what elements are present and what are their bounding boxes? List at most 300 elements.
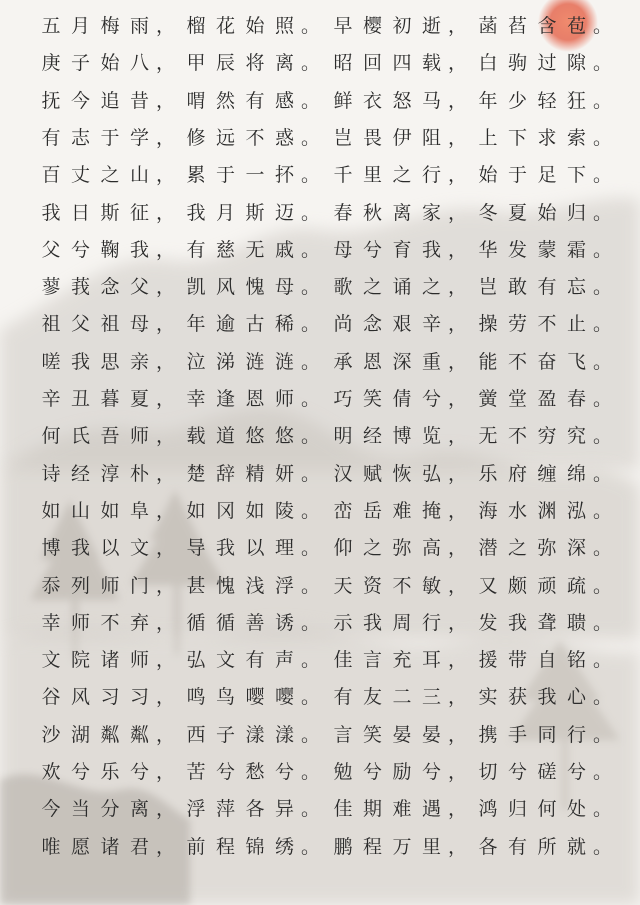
punctuation-mark: ， xyxy=(156,537,176,560)
poem-character: 鲜 xyxy=(333,89,353,112)
poem-character: 顽 xyxy=(537,574,557,597)
poem-character: 志 xyxy=(70,126,90,149)
poem-character: 足 xyxy=(537,164,557,187)
punctuation-mark: 。 xyxy=(301,462,321,485)
poem-character: 水 xyxy=(507,499,527,522)
poem-character: 览 xyxy=(421,425,441,448)
poem-character: 嘤 xyxy=(245,686,265,709)
poem-character: 恩 xyxy=(245,388,265,410)
poem-character: 过 xyxy=(537,52,557,75)
poem-character: 道 xyxy=(215,425,235,448)
poem-character: 又 xyxy=(478,574,498,597)
poem-character: 缠 xyxy=(537,462,557,485)
poem-character: 涟 xyxy=(274,350,294,373)
poem-character: 发 xyxy=(478,611,498,634)
poem-character: 善 xyxy=(245,611,265,634)
punctuation-mark: ， xyxy=(448,15,468,37)
poem-character: 弥 xyxy=(537,537,557,560)
punctuation-mark: 。 xyxy=(301,574,321,597)
poem-character: 伊 xyxy=(392,126,412,149)
poem-character: 亲 xyxy=(129,350,149,373)
poem-character: 远 xyxy=(215,126,235,149)
poem-character: 之 xyxy=(100,164,120,187)
poem-character: 渊 xyxy=(537,499,557,522)
poem-character: 励 xyxy=(392,761,412,783)
poem-character: 稀 xyxy=(274,313,294,336)
poem-character: 嘤 xyxy=(274,686,294,709)
punctuation-mark: ， xyxy=(156,649,176,672)
poem-character: 月 xyxy=(70,15,90,37)
poem-character: 辛 xyxy=(421,313,441,336)
poem-character: 苦 xyxy=(186,761,206,783)
poem-character: 衣 xyxy=(362,89,382,112)
poem-character: 佳 xyxy=(333,649,353,672)
poem-character: 兮 xyxy=(507,761,527,783)
poem-line xyxy=(0,682,640,712)
poem-character: 丑 xyxy=(70,388,90,410)
punctuation-mark: ， xyxy=(156,238,176,261)
poem-character: 周 xyxy=(392,611,412,634)
punctuation-mark: ， xyxy=(156,388,176,410)
poem-character: 有 xyxy=(245,649,265,672)
punctuation-mark: ， xyxy=(156,761,176,783)
poem-character: 何 xyxy=(41,425,61,448)
punctuation-mark: 。 xyxy=(593,388,613,410)
poem-line xyxy=(0,757,640,787)
punctuation-mark: 。 xyxy=(593,313,613,336)
poem-character: 充 xyxy=(392,649,412,672)
poem-character: 里 xyxy=(362,164,382,187)
poem-character: 资 xyxy=(362,574,382,597)
poem-character: 兮 xyxy=(129,761,149,783)
poem-character: 疏 xyxy=(566,574,586,597)
poem-character: 如 xyxy=(186,499,206,522)
poem-character: 友 xyxy=(362,686,382,709)
poem-character: 兮 xyxy=(70,761,90,783)
poem-character: 我 xyxy=(129,238,149,261)
punctuation-mark: ， xyxy=(448,276,468,299)
poem-line xyxy=(0,608,640,638)
punctuation-mark: 。 xyxy=(593,52,613,75)
poem-character: 萍 xyxy=(215,798,235,821)
punctuation-mark: 。 xyxy=(593,761,613,783)
poem-line xyxy=(0,720,640,750)
poem-character: 飞 xyxy=(566,350,586,373)
poem-character: 始 xyxy=(100,52,120,75)
punctuation-mark: 。 xyxy=(301,313,321,336)
poem-character: 轻 xyxy=(537,89,557,112)
poem-character: 日 xyxy=(70,201,90,224)
poem-character: 嗟 xyxy=(41,350,61,373)
poem-character: 导 xyxy=(186,537,206,560)
poem-character: 菡 xyxy=(478,15,498,37)
poem-character: 我 xyxy=(70,350,90,373)
punctuation-mark: ， xyxy=(156,462,176,485)
poem-line xyxy=(0,384,640,414)
poem-character: 马 xyxy=(421,89,441,112)
poem-character: 妍 xyxy=(274,462,294,485)
poem-character: 绵 xyxy=(566,462,586,485)
punctuation-mark: ， xyxy=(448,723,468,746)
poem-character: 愿 xyxy=(70,835,90,858)
poem-character: 上 xyxy=(478,126,498,149)
poem-line xyxy=(0,794,640,824)
poem-character: 鹏 xyxy=(333,835,353,858)
poem-character: 门 xyxy=(129,574,149,597)
poem-character: 诵 xyxy=(392,276,412,299)
punctuation-mark: ， xyxy=(448,238,468,261)
poem-character: 辞 xyxy=(215,462,235,485)
poem-character: 有 xyxy=(507,835,527,858)
poem-character: 不 xyxy=(507,425,527,448)
poem-character: 一 xyxy=(245,164,265,187)
punctuation-mark: 。 xyxy=(301,611,321,634)
poem-character: 之 xyxy=(392,164,412,187)
punctuation-mark: ， xyxy=(156,425,176,448)
poem-character: 浅 xyxy=(245,574,265,597)
poem-character: 承 xyxy=(333,350,353,373)
poem-character: 我 xyxy=(507,611,527,634)
poem-character: 母 xyxy=(333,238,353,261)
poem-character: 阻 xyxy=(421,126,441,149)
poem-character: 盈 xyxy=(537,388,557,410)
poem-character: 师 xyxy=(129,649,149,672)
poem-character: 诗 xyxy=(41,462,61,485)
poem-character: 祖 xyxy=(41,313,61,336)
poem-character: 将 xyxy=(245,52,265,75)
poem-character: 朴 xyxy=(129,462,149,485)
poem-character: 巧 xyxy=(333,388,353,410)
poem-character: 如 xyxy=(245,499,265,522)
poem-character: 经 xyxy=(70,462,90,485)
poem-character: 今 xyxy=(70,89,90,112)
poem-character: 狂 xyxy=(566,89,586,112)
poem-character: 佳 xyxy=(333,798,353,821)
poem-character: 泣 xyxy=(186,350,206,373)
poem-character: 迈 xyxy=(274,201,294,224)
poem-character: 丈 xyxy=(70,164,90,187)
poem-character: 千 xyxy=(333,164,353,187)
poem-character: 四 xyxy=(392,52,412,75)
poem-character: 有 xyxy=(537,276,557,299)
poem-character: 母 xyxy=(129,313,149,336)
punctuation-mark: 。 xyxy=(593,462,613,485)
poem-character: 不 xyxy=(100,611,120,634)
poem-character: 氏 xyxy=(70,425,90,448)
poem-character: 循 xyxy=(215,611,235,634)
poem-character: 天 xyxy=(333,574,353,597)
poem-character: 山 xyxy=(70,499,90,522)
poem-character: 我 xyxy=(362,611,382,634)
poem-character: 归 xyxy=(566,201,586,224)
poem-character: 归 xyxy=(507,798,527,821)
poem-character: 分 xyxy=(100,798,120,821)
poem-character: 漾 xyxy=(245,723,265,746)
poem-character: 蓼 xyxy=(41,276,61,299)
punctuation-mark: ， xyxy=(448,388,468,410)
punctuation-mark: 。 xyxy=(301,15,321,37)
punctuation-mark: 。 xyxy=(593,238,613,261)
punctuation-mark: ， xyxy=(448,52,468,75)
poem-character: 暮 xyxy=(100,388,120,410)
poem-character: 子 xyxy=(70,52,90,75)
poem-character: 敏 xyxy=(421,574,441,597)
poem-character: 诱 xyxy=(274,611,294,634)
poem-character: 兮 xyxy=(215,761,235,783)
poem-character: 于 xyxy=(507,164,527,187)
poem-character: 深 xyxy=(566,537,586,560)
poem-character: 程 xyxy=(215,835,235,858)
poem-character: 难 xyxy=(392,499,412,522)
poem-character: 修 xyxy=(186,126,206,149)
poem-character: 弥 xyxy=(392,537,412,560)
poem-character: 示 xyxy=(333,611,353,634)
punctuation-mark: 。 xyxy=(593,425,613,448)
poem-character: 愧 xyxy=(215,574,235,597)
poem-character: 有 xyxy=(186,238,206,261)
poem-character: 兮 xyxy=(566,761,586,783)
poem-line xyxy=(0,459,640,489)
poem-character: 陵 xyxy=(274,499,294,522)
punctuation-mark: 。 xyxy=(301,164,321,187)
punctuation-mark: 。 xyxy=(301,52,321,75)
punctuation-mark: ， xyxy=(156,574,176,597)
poem-character: 梅 xyxy=(100,15,120,37)
poem-character: 隙 xyxy=(566,52,586,75)
poem-character: 磋 xyxy=(537,761,557,783)
punctuation-mark: ， xyxy=(448,574,468,597)
poem-character: 仰 xyxy=(333,537,353,560)
poem-character: 院 xyxy=(70,649,90,672)
punctuation-mark: ， xyxy=(156,89,176,112)
poem-character: 带 xyxy=(507,649,527,672)
poem-character: 楚 xyxy=(186,462,206,485)
poem-character: 昔 xyxy=(129,89,149,112)
poem-character: 涕 xyxy=(215,350,235,373)
poem-character: 习 xyxy=(100,686,120,709)
poem-character: 家 xyxy=(421,201,441,224)
poem-character: 以 xyxy=(100,537,120,560)
poem-character: 列 xyxy=(70,574,90,597)
poem-character: 笑 xyxy=(362,723,382,746)
poem-character: 征 xyxy=(129,201,149,224)
poem-character: 如 xyxy=(41,499,61,522)
poem-character: 同 xyxy=(537,723,557,746)
poem-line xyxy=(0,421,640,451)
poem-character: 始 xyxy=(537,201,557,224)
punctuation-mark: 。 xyxy=(301,499,321,522)
poem-character: 歌 xyxy=(333,276,353,299)
poem-character: 有 xyxy=(41,126,61,149)
poem-character: 习 xyxy=(129,686,149,709)
punctuation-mark: ， xyxy=(156,313,176,336)
poem-character: 各 xyxy=(478,835,498,858)
poem-line xyxy=(0,272,640,302)
poem-character: 晏 xyxy=(392,723,412,746)
poem-character: 遇 xyxy=(421,798,441,821)
poem-character: 古 xyxy=(245,313,265,336)
poem-character: 始 xyxy=(478,164,498,187)
punctuation-mark: 。 xyxy=(593,574,613,597)
poem-character: 粼 xyxy=(100,723,120,746)
poem-character: 风 xyxy=(70,686,90,709)
poem-character: 师 xyxy=(100,574,120,597)
punctuation-mark: 。 xyxy=(301,425,321,448)
poem-character: 自 xyxy=(537,649,557,672)
punctuation-mark: 。 xyxy=(301,723,321,746)
poem-character: 手 xyxy=(507,723,527,746)
poem-character: 各 xyxy=(245,798,265,821)
poem-character: 八 xyxy=(129,52,149,75)
poem-character: 实 xyxy=(478,686,498,709)
poem-character: 离 xyxy=(392,201,412,224)
poem-character: 畏 xyxy=(362,126,382,149)
poem-character: 止 xyxy=(566,313,586,336)
poem-character: 幸 xyxy=(186,388,206,410)
punctuation-mark: 。 xyxy=(593,649,613,672)
poem-character: 乐 xyxy=(100,761,120,783)
poem-character: 育 xyxy=(392,238,412,261)
poem-character: 母 xyxy=(274,276,294,299)
poem-character: 思 xyxy=(100,350,120,373)
poem-character: 峦 xyxy=(333,499,353,522)
poem-character: 下 xyxy=(507,126,527,149)
poem-character: 黉 xyxy=(478,388,498,410)
poem-character: 携 xyxy=(478,723,498,746)
poem-character: 唯 xyxy=(41,835,61,858)
punctuation-mark: 。 xyxy=(301,835,321,858)
poem-character: 二 xyxy=(392,686,412,709)
poem-character: 兮 xyxy=(70,238,90,261)
poem-character: 西 xyxy=(186,723,206,746)
poem-character: 驹 xyxy=(507,52,527,75)
poem-character: 诸 xyxy=(100,649,120,672)
punctuation-mark: 。 xyxy=(593,798,613,821)
poem-character: 抔 xyxy=(274,164,294,187)
poem-character: 三 xyxy=(421,686,441,709)
poem-character: 早 xyxy=(333,15,353,37)
poem-line xyxy=(0,86,640,116)
poem-character: 我 xyxy=(70,537,90,560)
poem-character: 不 xyxy=(392,574,412,597)
poem-character: 蒙 xyxy=(537,238,557,261)
punctuation-mark: ， xyxy=(156,835,176,858)
poem-character: 博 xyxy=(392,425,412,448)
poem-character: 忘 xyxy=(566,276,586,299)
poem-character: 言 xyxy=(333,723,353,746)
poem-character: 樱 xyxy=(362,15,382,37)
poem-character: 不 xyxy=(507,350,527,373)
punctuation-mark: ， xyxy=(448,835,468,858)
punctuation-mark: ， xyxy=(448,126,468,149)
poem-line xyxy=(0,496,640,526)
poem-character: 君 xyxy=(129,835,149,858)
punctuation-mark: 。 xyxy=(593,686,613,709)
punctuation-mark: 。 xyxy=(593,537,613,560)
punctuation-mark: 。 xyxy=(593,350,613,373)
poem-character: 鸿 xyxy=(478,798,498,821)
poem-character: 浮 xyxy=(186,798,206,821)
poem-character: 师 xyxy=(129,425,149,448)
poem-line xyxy=(0,160,640,190)
poem-character: 春 xyxy=(566,388,586,410)
poem-character: 苞 xyxy=(566,15,586,37)
poem-character: 文 xyxy=(129,537,149,560)
poem-character: 祖 xyxy=(100,313,120,336)
poem-line xyxy=(0,309,640,339)
poem-character: 发 xyxy=(507,238,527,261)
poem-character: 有 xyxy=(333,686,353,709)
poem-character: 理 xyxy=(274,537,294,560)
poem-character: 高 xyxy=(421,537,441,560)
poem-character: 冬 xyxy=(478,201,498,224)
poem-character: 笑 xyxy=(362,388,382,410)
poem-character: 经 xyxy=(362,425,382,448)
poem-character: 精 xyxy=(245,462,265,485)
poem-character: 师 xyxy=(274,388,294,410)
poem-character: 累 xyxy=(186,164,206,187)
poem-character: 文 xyxy=(215,649,235,672)
poem-character: 悠 xyxy=(274,425,294,448)
poem-character: 劳 xyxy=(507,313,527,336)
punctuation-mark: ， xyxy=(156,201,176,224)
poem-character: 百 xyxy=(41,164,61,187)
poem-character: 之 xyxy=(362,537,382,560)
poem-character: 索 xyxy=(566,126,586,149)
punctuation-mark: ， xyxy=(448,201,468,224)
poem-character: 颇 xyxy=(507,574,527,597)
poem-character: 操 xyxy=(478,313,498,336)
poem-character: 父 xyxy=(70,313,90,336)
poem-character: 庚 xyxy=(41,52,61,75)
punctuation-mark: ， xyxy=(156,350,176,373)
poem-character: 念 xyxy=(362,313,382,336)
poem-character: 弃 xyxy=(129,611,149,634)
poem-character: 离 xyxy=(274,52,294,75)
punctuation-mark: 。 xyxy=(593,126,613,149)
punctuation-mark: ， xyxy=(448,761,468,783)
poem-character: 沙 xyxy=(41,723,61,746)
poem-character: 华 xyxy=(478,238,498,261)
punctuation-mark: ， xyxy=(448,425,468,448)
poem-character: 愁 xyxy=(245,761,265,783)
punctuation-mark: 。 xyxy=(593,723,613,746)
poem-character: 月 xyxy=(215,201,235,224)
poem-character: 幸 xyxy=(41,611,61,634)
punctuation-mark: 。 xyxy=(301,238,321,261)
poem-character: 无 xyxy=(245,238,265,261)
punctuation-mark: 。 xyxy=(593,89,613,112)
poem-character: 父 xyxy=(41,238,61,261)
poem-character: 敢 xyxy=(507,276,527,299)
poem-line xyxy=(0,198,640,228)
punctuation-mark: 。 xyxy=(301,798,321,821)
punctuation-mark: 。 xyxy=(301,686,321,709)
poem-character: 始 xyxy=(245,15,265,37)
poem-character: 尚 xyxy=(333,313,353,336)
poem-character: 风 xyxy=(215,276,235,299)
punctuation-mark: 。 xyxy=(301,89,321,112)
poem-line xyxy=(0,571,640,601)
poem-character: 心 xyxy=(566,686,586,709)
poem-character: 鸟 xyxy=(215,686,235,709)
poem-character: 鸣 xyxy=(186,686,206,709)
poem-character: 深 xyxy=(392,350,412,373)
poem-character: 斯 xyxy=(100,201,120,224)
poem-character: 无 xyxy=(478,425,498,448)
poem-character: 弘 xyxy=(421,462,441,485)
punctuation-mark: 。 xyxy=(301,276,321,299)
